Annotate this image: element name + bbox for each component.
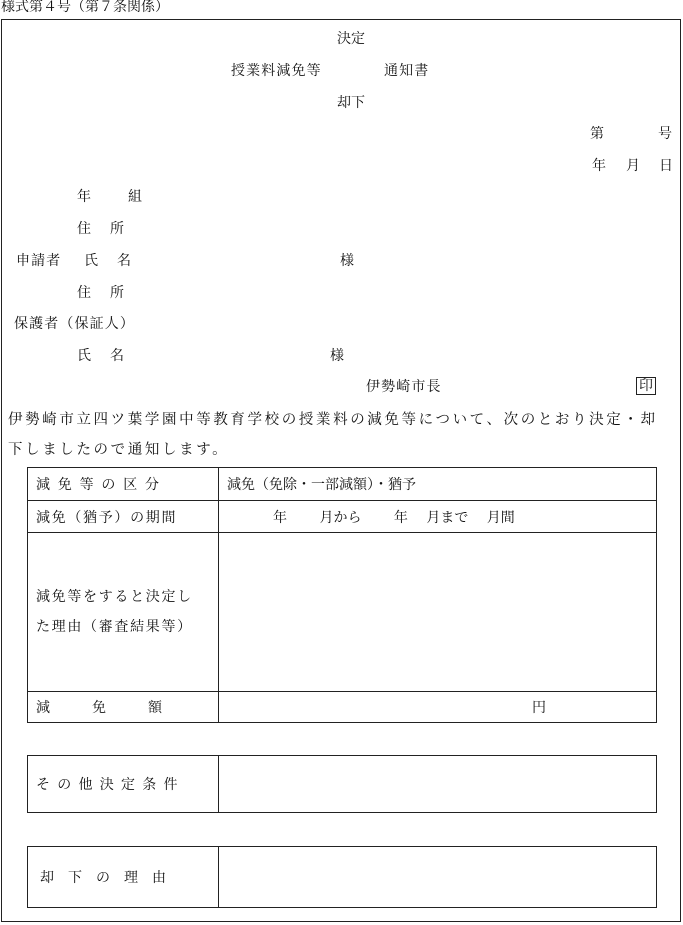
table-label-amount: 減 免 額: [28, 692, 219, 723]
table-row: [28, 692, 657, 723]
amount-unit: 円: [532, 700, 546, 716]
guardian-address-label-1: 住: [77, 285, 91, 301]
applicant-name-label-1: 氏: [84, 253, 98, 269]
title-main-left: 授業料減免等: [231, 63, 322, 79]
applicant-address-label-1: 住: [77, 221, 91, 237]
guardian-role-label: 保護者（保証人）: [14, 316, 135, 332]
issuer-title: 伊勢崎市長: [366, 379, 442, 395]
rejection-reason-table: [27, 846, 657, 908]
seal-mark: 印: [636, 377, 656, 395]
reason-label-line-2: た理由（審査結果等）: [36, 619, 193, 635]
date-month: 月: [626, 158, 640, 174]
table-value-category: 減免（免除・一部減額）・猶予: [219, 468, 657, 501]
table-label-category: 減 免 等 の 区 分: [28, 468, 219, 501]
notice-table: [27, 467, 657, 723]
doc-number-suffix: 号: [658, 126, 672, 142]
other-conditions-value: [219, 756, 657, 813]
table-value-period: [219, 501, 657, 533]
notice-body-text: [8, 405, 673, 465]
guardian-name-label-1: 氏: [77, 348, 91, 364]
applicant-class-label: 組: [128, 189, 142, 205]
title-rejection: 却下: [337, 95, 365, 111]
form-number-label: 様式第４号（第７条関係）: [1, 0, 169, 15]
table-label-reason: [28, 533, 219, 692]
table-row: [28, 533, 657, 692]
title-main-right: 通知書: [384, 63, 430, 79]
rejection-reason-label: 却 下 の 理 由: [28, 847, 219, 908]
guardian-honorific: 様: [330, 348, 344, 364]
applicant-honorific: 様: [340, 253, 354, 269]
date-year: 年: [592, 158, 606, 174]
table-row: [28, 468, 657, 501]
rejection-reason-value: [219, 847, 657, 908]
date-day: 日: [659, 158, 673, 174]
guardian-address-label-2: 所: [110, 285, 124, 301]
other-conditions-table: [27, 755, 657, 813]
table-label-period: 減免（猶予）の期間: [28, 501, 219, 533]
applicant-address-label-2: 所: [110, 221, 124, 237]
other-conditions-label: そ の 他 決 定 条 件: [28, 756, 219, 813]
table-row: [28, 847, 657, 908]
table-value-amount: [219, 692, 657, 723]
period-value-text: 年 月から 年 月まで 月間: [273, 509, 515, 526]
table-row: [28, 756, 657, 813]
notice-body-content: 伊勢崎市立四ツ葉学園中等教育学校の授業料の減免等について、次のとおり決定・却下しましたので通知します。: [8, 412, 658, 458]
reason-label-line-1: 減免等をすると決定し: [36, 589, 193, 605]
table-value-reason: [219, 533, 657, 692]
applicant-name-label-2: 名: [117, 253, 131, 269]
guardian-name-label-2: 名: [110, 348, 124, 364]
applicant-role-label: 申請者: [16, 253, 62, 269]
title-decision: 決定: [337, 31, 365, 47]
table-row: [28, 501, 657, 533]
applicant-grade-label: 年: [77, 189, 91, 205]
doc-number-prefix: 第: [590, 126, 604, 142]
